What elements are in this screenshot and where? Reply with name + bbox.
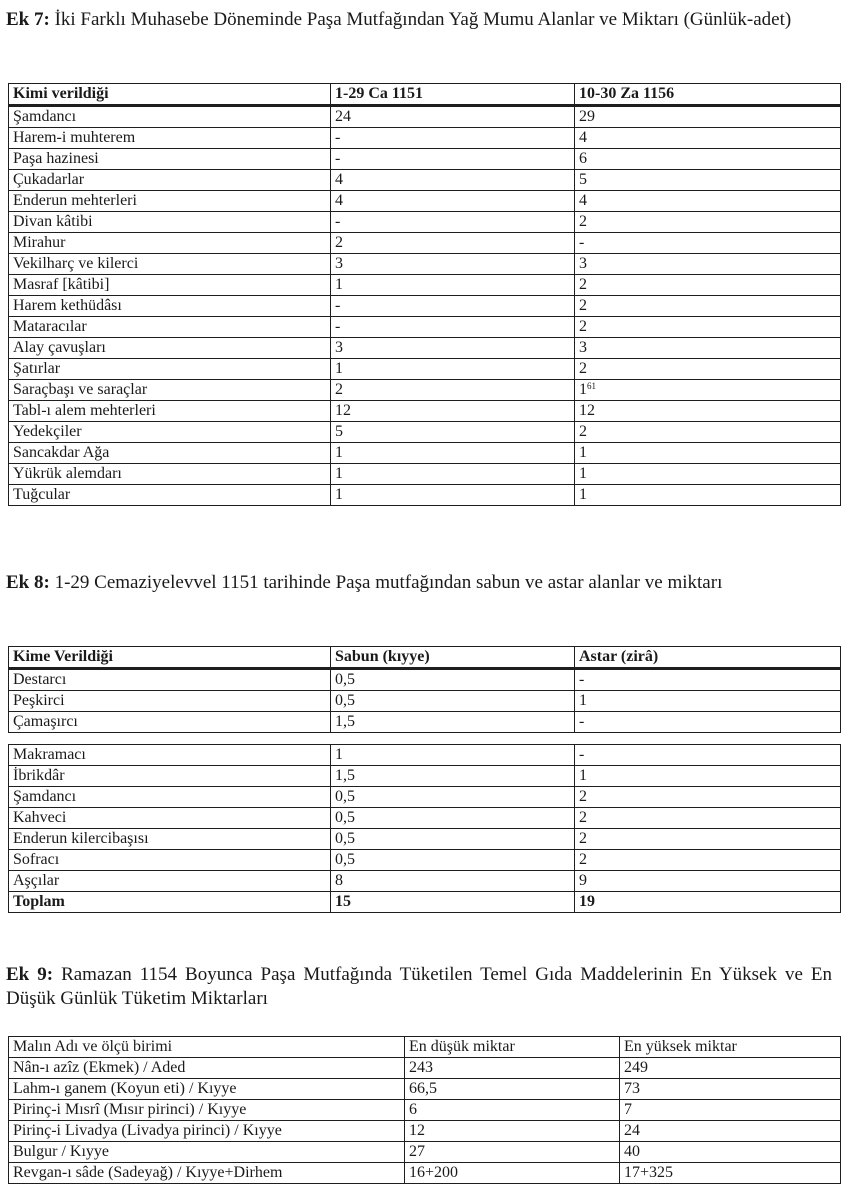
ek9-cell-value-2 [620, 1142, 841, 1163]
ek8-cell-value-2 [575, 691, 841, 712]
ek7-cell-label [9, 317, 331, 338]
ek9-cell-value-1 [405, 1121, 620, 1142]
ek7-cell-label [9, 338, 331, 359]
ek8-cell-text: 2 [579, 809, 587, 826]
ek9-cell-value-1 [405, 1100, 620, 1121]
ek7-cell-value-2 [575, 170, 841, 191]
ek7-cell-text: - [335, 318, 341, 335]
ek8-cell-text: İbrikdâr [13, 767, 65, 784]
ek7-cell-text: 1 [579, 465, 587, 482]
ek7-cell-text: 4 [579, 192, 587, 209]
ek8-cell-value-1 [331, 787, 575, 808]
ek7-cell-value-1 [331, 254, 575, 275]
ek8-cell-text: Sofracı [13, 851, 60, 868]
ek7-cell-text: 12 [579, 402, 595, 419]
ek7-cell-value-1 [331, 338, 575, 359]
ek7-cell-text: Mirahur [13, 234, 66, 251]
ek8-cell-label [9, 829, 331, 850]
ek7-cell-value-1 [331, 296, 575, 317]
ek7-cell-value-2 [575, 380, 841, 401]
ek8-row [9, 829, 841, 850]
ek7-cell-text: 2 [579, 213, 587, 230]
ek7-cell-value-1 [331, 485, 575, 506]
ek8-cell-value-1 [331, 871, 575, 892]
ek8-cell-value-2 [575, 829, 841, 850]
ek9-cell-label [9, 1079, 405, 1100]
ek7-cell-text: - [335, 213, 341, 230]
ek9-cell-value-2 [620, 1058, 841, 1079]
ek9-row [9, 1058, 841, 1079]
ek9-cell-text: Nân-ı azîz (Ekmek) / Aded [13, 1059, 186, 1076]
ek8-cell-text: 1 [579, 692, 587, 709]
ek7-cell-text: Yedekçiler [13, 423, 82, 440]
ek9-cell-text: 243 [409, 1059, 433, 1076]
ek9-cell-text: Pirinç-i Livadya (Livadya pirinci) / Kıyye [13, 1122, 282, 1139]
ek7-cell-text: 1 [335, 465, 343, 482]
ek8-total-cell: Toplam [9, 892, 331, 913]
ek7-cell-label [9, 191, 331, 212]
ek8-cell-value-2 [575, 712, 841, 733]
ek7-cell-value-1 [331, 212, 575, 233]
ek8-cell-text: Enderun kilercibaşısı [13, 830, 149, 847]
ek9-header-min: En düşük miktar [405, 1037, 620, 1058]
ek7-cell-text: - [335, 150, 341, 167]
ek7-cell-value-2 [575, 275, 841, 296]
ek7-cell-value-1 [331, 443, 575, 464]
ek7-cell-value-2 [575, 254, 841, 275]
ek7-cell-text: 2 [335, 234, 343, 251]
ek9-row [9, 1163, 841, 1184]
ek7-cell-text: 6 [579, 150, 587, 167]
ek9-cell-text: 24 [624, 1122, 640, 1139]
ek7-cell-label [9, 443, 331, 464]
ek7-cell-value-2 [575, 233, 841, 254]
ek7-row [9, 401, 841, 422]
ek8-row [9, 850, 841, 871]
ek8-cell-text: 8 [335, 872, 343, 889]
ek9-cell-value-2 [620, 1163, 841, 1184]
ek9-row [9, 1100, 841, 1121]
ek7-cell-text: Sancakdar Ağa [13, 444, 110, 461]
ek7-cell-text: 24 [335, 108, 351, 125]
ek7-cell-label [9, 254, 331, 275]
ek8-cell-label [9, 850, 331, 871]
ek7-row [9, 296, 841, 317]
ek8-cell-value-2 [575, 787, 841, 808]
ek7-cell-text: 1 [335, 360, 343, 377]
ek7-row [9, 106, 841, 128]
ek7-cell-text: 3 [335, 339, 343, 356]
ek7-cell-value-1 [331, 401, 575, 422]
ek7-header-recipient: Kimi verildiği [9, 84, 331, 106]
ek8-row [9, 787, 841, 808]
ek7-cell-text: Vekilharç ve kilerci [13, 255, 139, 272]
ek9-cell-text: 12 [409, 1122, 425, 1139]
ek8-row [9, 808, 841, 829]
ek7-cell-label [9, 401, 331, 422]
ek7-cell-label [9, 485, 331, 506]
ek9-cell-text: 27 [409, 1143, 425, 1160]
ek8-cell-text: 0,5 [335, 809, 355, 826]
ek7-cell-text: 2 [579, 297, 587, 314]
ek7-cell-text: Enderun mehterleri [13, 192, 137, 209]
ek7-cell-value-2 [575, 401, 841, 422]
ek7-cell-text: 1 [579, 381, 587, 398]
ek8-cell-value-2 [575, 766, 841, 787]
ek7-cell-label [9, 464, 331, 485]
ek7-cell-text: 4 [579, 129, 587, 146]
ek7-cell-value-2 [575, 359, 841, 380]
ek7-row [9, 464, 841, 485]
ek7-cell-text: - [335, 129, 341, 146]
ek7-cell-value-1 [331, 422, 575, 443]
ek8-cell-text: 9 [579, 872, 587, 889]
ek8-cell-value-1 [331, 669, 575, 691]
ek7-cell-text: 2 [335, 381, 343, 398]
ek8-row [9, 691, 841, 712]
ek9-row [9, 1142, 841, 1163]
ek7-cell-text: - [335, 297, 341, 314]
ek8-cell-label [9, 669, 331, 691]
ek7-caption [6, 8, 832, 32]
ek7-cell-label [9, 380, 331, 401]
ek9-label: Ek 9: [6, 964, 54, 985]
ek8-row [9, 669, 841, 691]
ek7-cell-text: 5 [579, 171, 587, 188]
ek9-header-max: En yüksek miktar [620, 1037, 841, 1058]
ek8-cell-label [9, 787, 331, 808]
ek9-cell-value-1 [405, 1163, 620, 1184]
ek7-table [8, 83, 841, 506]
ek8-cell-text: 2 [579, 830, 587, 847]
ek7-cell-label [9, 359, 331, 380]
ek9-cell-text: 40 [624, 1143, 640, 1160]
ek7-cell-text: Alay çavuşları [13, 339, 106, 356]
ek7-cell-text: Çukadarlar [13, 171, 85, 188]
ek7-row [9, 191, 841, 212]
ek8-table [8, 646, 841, 733]
ek7-cell-label [9, 233, 331, 254]
ek7-cell-value-2 [575, 317, 841, 338]
footnote-ref: 61 [587, 381, 596, 391]
ek8-cell-value-1 [331, 829, 575, 850]
ek7-cell-text: Şamdancı [13, 108, 77, 125]
ek7-cell-value-2 [575, 464, 841, 485]
ek9-cell-value-1 [405, 1079, 620, 1100]
ek8-cell-value-1 [331, 712, 575, 733]
ek8-cell-label [9, 691, 331, 712]
ek7-cell-text: 1 [335, 444, 343, 461]
ek7-cell-text: Harem kethüdâsı [13, 297, 122, 314]
ek7-header-row [9, 84, 841, 106]
ek8-cell-text: 0,5 [335, 671, 355, 688]
ek8-header-row [9, 647, 841, 669]
ek7-cell-text: Saraçbaşı ve saraçlar [13, 381, 148, 398]
ek7-cell-value-1 [331, 170, 575, 191]
ek7-cell-value-1 [331, 106, 575, 128]
ek9-cell-label [9, 1100, 405, 1121]
ek8-cell-text: 0,5 [335, 788, 355, 805]
ek7-row [9, 485, 841, 506]
ek8-cell-text: Makramacı [13, 746, 86, 763]
ek7-cell-value-2 [575, 149, 841, 170]
ek9-cell-value-2 [620, 1121, 841, 1142]
ek9-cell-value-1 [405, 1058, 620, 1079]
ek9-row [9, 1079, 841, 1100]
ek7-label: Ek 7: [6, 9, 50, 30]
ek8-cell-text: 1 [579, 767, 587, 784]
ek7-cell-value-1 [331, 464, 575, 485]
ek7-cell-text: Divan kâtibi [13, 213, 93, 230]
ek7-cell-text: 1 [335, 276, 343, 293]
ek7-cell-text: 3 [579, 255, 587, 272]
ek8-header-lining: Astar (zirâ) [575, 647, 841, 669]
ek7-caption-text: İki Farklı Muhasebe Döneminde Paşa Mutfağından Yağ Mumu Alanlar ve Miktarı (Günlük-adet) [54, 9, 792, 30]
ek7-cell-text: 3 [579, 339, 587, 356]
ek9-cell-label [9, 1163, 405, 1184]
ek9-cell-text: Revgan-ı sâde (Sadeyağ) / Kıyye+Dirhem [13, 1164, 283, 1181]
ek8-cell-text: 1,5 [335, 713, 355, 730]
ek7-cell-value-1 [331, 233, 575, 254]
ek8-cell-value-2 [575, 850, 841, 871]
ek7-cell-text: Mataracılar [13, 318, 87, 335]
ek7-cell-text: 4 [335, 171, 343, 188]
ek8-cell-text: 2 [579, 788, 587, 805]
ek8-cell-value-1 [331, 766, 575, 787]
ek8-total-cell: 19 [575, 892, 841, 913]
ek7-cell-value-2 [575, 191, 841, 212]
ek7-header-period-1151: 1-29 Ca 1151 [331, 84, 575, 106]
ek8-cell-value-2 [575, 745, 841, 766]
ek9-cell-text: 16+200 [409, 1164, 459, 1181]
ek7-row [9, 422, 841, 443]
ek8-row [9, 712, 841, 733]
ek7-cell-label [9, 170, 331, 191]
ek9-cell-text: 6 [409, 1101, 417, 1118]
ek9-caption-text: Ramazan 1154 Boyunca Paşa Mutfağında Tüketilen Temel Gıda Maddelerinin En Yüksek ve En Düşük Günlük Tüketim Miktarları [6, 964, 833, 1009]
ek8-cell-value-1 [331, 808, 575, 829]
ek8-cell-text: 0,5 [335, 830, 355, 847]
ek7-row [9, 170, 841, 191]
ek9-cell-text: Pirinç-i Mısrî (Mısır pirinci) / Kıyye [13, 1101, 247, 1118]
ek9-cell-text: 73 [624, 1080, 640, 1097]
ek7-cell-label [9, 106, 331, 128]
ek7-row [9, 380, 841, 401]
ek8-cell-text: - [579, 746, 585, 763]
ek9-cell-label [9, 1142, 405, 1163]
ek7-cell-value-1 [331, 359, 575, 380]
ek7-cell-label [9, 128, 331, 149]
ek7-cell-text: Tuğcular [13, 486, 71, 503]
ek7-row [9, 128, 841, 149]
ek9-cell-text: 7 [624, 1101, 632, 1118]
ek9-cell-label [9, 1058, 405, 1079]
ek7-cell-text: 3 [335, 255, 343, 272]
ek7-cell-value-1 [331, 191, 575, 212]
ek8-cell-label [9, 712, 331, 733]
ek7-cell-value-1 [331, 128, 575, 149]
ek8-cell-text: Kahveci [13, 809, 67, 826]
ek8-cell-text: Peşkirci [13, 692, 65, 709]
ek8-header-soap: Sabun (kıyye) [331, 647, 575, 669]
ek8-cell-text: - [579, 713, 585, 730]
ek7-cell-value-1 [331, 149, 575, 170]
ek8-cell-text: 0,5 [335, 851, 355, 868]
ek8-cell-value-1 [331, 850, 575, 871]
ek8-caption-text: 1-29 Cemaziyelevvel 1151 tarihinde Paşa mutfağından sabun ve astar alanlar ve miktarı [54, 572, 723, 593]
ek9-cell-value-1 [405, 1142, 620, 1163]
ek7-cell-label [9, 212, 331, 233]
ek8-cell-text: 2 [579, 851, 587, 868]
ek8-cell-label [9, 766, 331, 787]
ek7-cell-text: 2 [579, 276, 587, 293]
ek7-cell-value-1 [331, 317, 575, 338]
ek7-header-period-1156: 10-30 Za 1156 [575, 84, 841, 106]
ek7-row [9, 338, 841, 359]
ek8-cell-label [9, 745, 331, 766]
ek7-cell-value-1 [331, 275, 575, 296]
ek9-header-item: Malın Adı ve ölçü birimi [9, 1037, 405, 1058]
ek7-cell-value-2 [575, 212, 841, 233]
ek8-cell-value-2 [575, 871, 841, 892]
ek7-cell-text: 5 [335, 423, 343, 440]
ek8-table-continued [8, 744, 841, 913]
ek7-cell-value-2 [575, 422, 841, 443]
ek7-row [9, 254, 841, 275]
ek7-row [9, 149, 841, 170]
ek7-cell-text: 2 [579, 318, 587, 335]
ek8-row [9, 871, 841, 892]
ek9-cell-text: 249 [624, 1059, 648, 1076]
ek8-cell-value-2 [575, 669, 841, 691]
ek8-cell-text: Çamaşırcı [13, 713, 78, 730]
ek7-cell-value-2 [575, 485, 841, 506]
ek8-header-recipient: Kime Verildiği [9, 647, 331, 669]
ek8-cell-text: - [579, 671, 585, 688]
ek8-label: Ek 8: [6, 572, 50, 593]
ek8-cell-text: 1,5 [335, 767, 355, 784]
ek9-cell-text: Bulgur / Kıyye [13, 1143, 109, 1160]
ek7-cell-label [9, 422, 331, 443]
ek8-row [9, 745, 841, 766]
ek7-cell-text: - [579, 234, 585, 251]
ek7-cell-text: 1 [579, 444, 587, 461]
ek8-cell-label [9, 808, 331, 829]
ek7-cell-label [9, 149, 331, 170]
ek7-cell-value-2 [575, 296, 841, 317]
ek8-cell-text: 1 [335, 746, 343, 763]
ek8-cell-value-1 [331, 745, 575, 766]
ek9-table [8, 1036, 841, 1184]
ek7-row [9, 212, 841, 233]
ek8-caption [6, 571, 832, 595]
ek7-cell-text: Şatırlar [13, 360, 61, 377]
ek7-cell-value-1 [331, 380, 575, 401]
ek7-row [9, 359, 841, 380]
ek7-cell-text: Harem-i muhterem [13, 129, 136, 146]
ek9-cell-text: 17+325 [624, 1164, 674, 1181]
ek8-cell-label [9, 871, 331, 892]
ek9-cell-value-2 [620, 1100, 841, 1121]
ek8-row [9, 766, 841, 787]
ek7-cell-text: 2 [579, 423, 587, 440]
ek8-cell-text: Aşçılar [13, 872, 60, 889]
ek8-cell-text: Destarcı [13, 671, 67, 688]
ek7-cell-text: Masraf [kâtibi] [13, 276, 110, 293]
ek9-cell-value-2 [620, 1079, 841, 1100]
ek7-cell-text: 1 [579, 486, 587, 503]
ek7-cell-text: 2 [579, 360, 587, 377]
ek7-cell-text: Tabl-ı alem mehterleri [13, 402, 156, 419]
ek7-row [9, 317, 841, 338]
ek7-cell-text: 29 [579, 108, 595, 125]
ek8-cell-value-1 [331, 691, 575, 712]
ek7-cell-value-2 [575, 106, 841, 128]
ek7-cell-text: 4 [335, 192, 343, 209]
ek7-cell-text: 12 [335, 402, 351, 419]
ek9-cell-label [9, 1121, 405, 1142]
ek8-total-row [9, 892, 841, 913]
ek9-row [9, 1121, 841, 1142]
ek7-cell-text: 1 [335, 486, 343, 503]
ek7-cell-text: Yükrük alemdarı [13, 465, 122, 482]
ek9-header-row [9, 1037, 841, 1058]
ek7-cell-value-2 [575, 338, 841, 359]
ek7-row [9, 233, 841, 254]
ek7-row [9, 443, 841, 464]
ek8-cell-text: 0,5 [335, 692, 355, 709]
ek7-cell-label [9, 275, 331, 296]
ek9-caption [6, 963, 832, 1011]
ek8-total-cell: 15 [331, 892, 575, 913]
ek7-cell-value-2 [575, 443, 841, 464]
ek7-cell-label [9, 296, 331, 317]
ek7-cell-text: Paşa hazinesi [13, 150, 99, 167]
ek9-cell-text: 66,5 [409, 1080, 437, 1097]
ek7-cell-value-2 [575, 128, 841, 149]
ek7-row [9, 275, 841, 296]
ek9-cell-text: Lahm-ı ganem (Koyun eti) / Kıyye [13, 1080, 237, 1097]
ek8-cell-text: Şamdancı [13, 788, 77, 805]
ek8-cell-value-2 [575, 808, 841, 829]
